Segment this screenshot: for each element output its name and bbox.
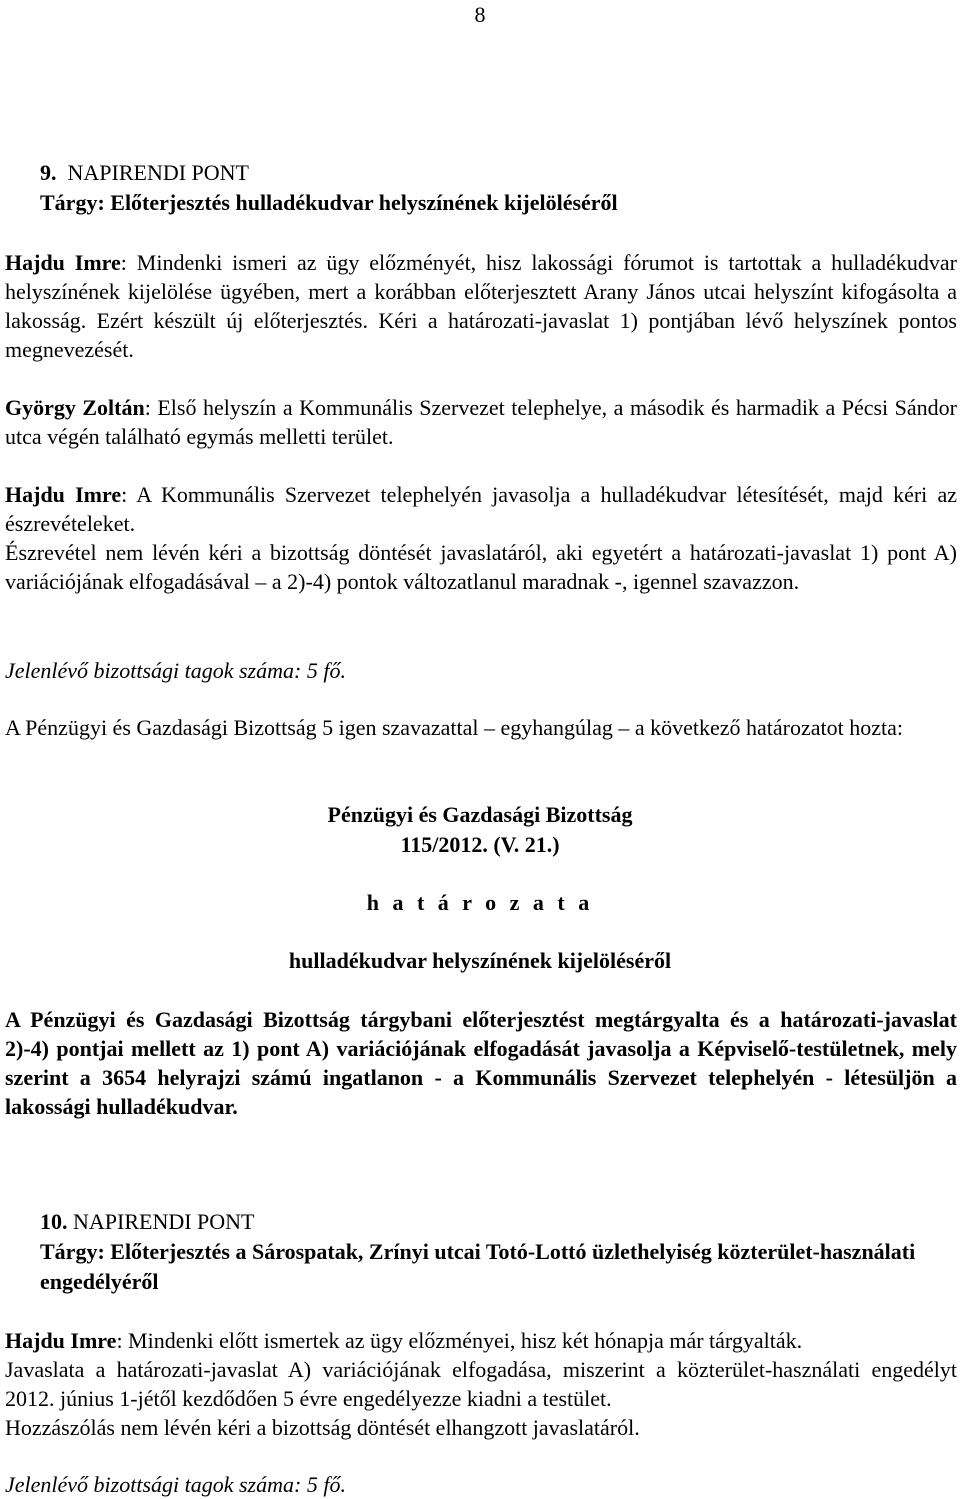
resolution-text: A Pénzügyi és Gazdasági Bizottság tárgybani előterjesztést megtárgyalta és a határozati-javaslat 2)-4) pontjai mellett az 1) pont A) variációjának elfogadását javasolja a Képviselő-testületnek, mely szerint a 3654 helyrajzi számú ingatlanon - a Kommunális Szervezet telephelyén - létesüljön a lakossági hulladékudvar. (5, 1007, 957, 1119)
statement-hajdu-1 (5, 248, 957, 364)
agenda-item-title: NAPIRENDI PONT (73, 1209, 255, 1234)
committee-name: Pénzügyi és Gazdasági Bizottság (327, 802, 633, 827)
speaker-name: Hajdu Imre (5, 482, 122, 507)
speaker-name: György Zoltán (5, 395, 145, 420)
agenda-item-title: NAPIRENDI PONT (67, 160, 249, 185)
members-present-10: Jelenlévő bizottsági tagok száma: 5 fő. (5, 1472, 346, 1497)
agenda-item-number: 9. (40, 160, 57, 185)
statement-text: : Mindenki ismeri az ügy előzményét, hisz lakossági fórumot is tartottak a hulladékudvar helyszínének kijelölése ügyében, mert a korábban előterjesztett Arany János utcai helyszínt kifogásolta a lakosság. Ezért készült új előterjesztés. Kéri a határozati-javaslat 1) pontjában lévő helyszínek pontos megnevezését. (5, 250, 957, 362)
statement-text: : Mindenki előtt ismertek az ügy előzményei, hisz két hónapja már tárgyalták. (116, 1328, 803, 1353)
statement-text-line3: Hozzászólás nem lévén kéri a bizottság döntését elhangzott javaslatáról. (5, 1415, 640, 1440)
agenda-item-subject: Tárgy: Előterjesztés a Sárospatak, Zrínyi utcai Totó-Lottó üzlethelyiség közterület-használati engedélyéről (40, 1239, 916, 1294)
agenda-item-subject: Tárgy: Előterjesztés hulladékudvar helyszínének kijelöléséről (40, 190, 618, 215)
statement-gyorgy (5, 393, 957, 451)
vote-request: Észrevétel nem lévén kéri a bizottság döntését javaslatáról, aki egyetért a határozati-javaslat 1) pont A) variációjának elfogadásával – a 2)-4) pontok változatlanul maradnak -, igennel szavazzon. (5, 540, 957, 594)
resolution-subject: hulladékudvar helyszínének kijelöléséről (288, 948, 672, 973)
statement-text: : A Kommunális Szervezet telephelyén javasolja a hulladékudvar létesítését, majd kéri az észrevételeket. (5, 482, 957, 536)
statement-text-line2: Javaslata a határozati-javaslat A) variációjának elfogadása, miszerint a közterület-használati engedélyt 2012. június 1-jétől kezdődően 5 évre engedélyezze kiadni a testület. (5, 1357, 957, 1411)
statement-hajdu-3 (5, 1326, 957, 1442)
resolution-word: h a t á r o z a t a (366, 890, 594, 915)
statement-hajdu-2 (5, 480, 957, 538)
vote-result: A Pénzügyi és Gazdasági Bizottság 5 igen szavazattal – egyhangúlag – a következő határozatot hozta: (5, 715, 904, 740)
page-number: 8 (474, 2, 486, 27)
agenda-item-10-heading (40, 1207, 920, 1297)
statement-text: : Első helyszín a Kommunális Szervezet telephelye, a második és harmadik a Pécsi Sándor utca végén található egymás melletti terület. (5, 395, 957, 449)
speaker-name: Hajdu Imre (5, 250, 121, 275)
agenda-item-9-heading (40, 158, 920, 218)
resolution-number: 115/2012. (V. 21.) (400, 832, 560, 857)
speaker-name: Hajdu Imre (5, 1328, 117, 1353)
agenda-item-number: 10. (40, 1209, 68, 1234)
members-present: Jelenlévő bizottsági tagok száma: 5 fő. (5, 658, 346, 683)
